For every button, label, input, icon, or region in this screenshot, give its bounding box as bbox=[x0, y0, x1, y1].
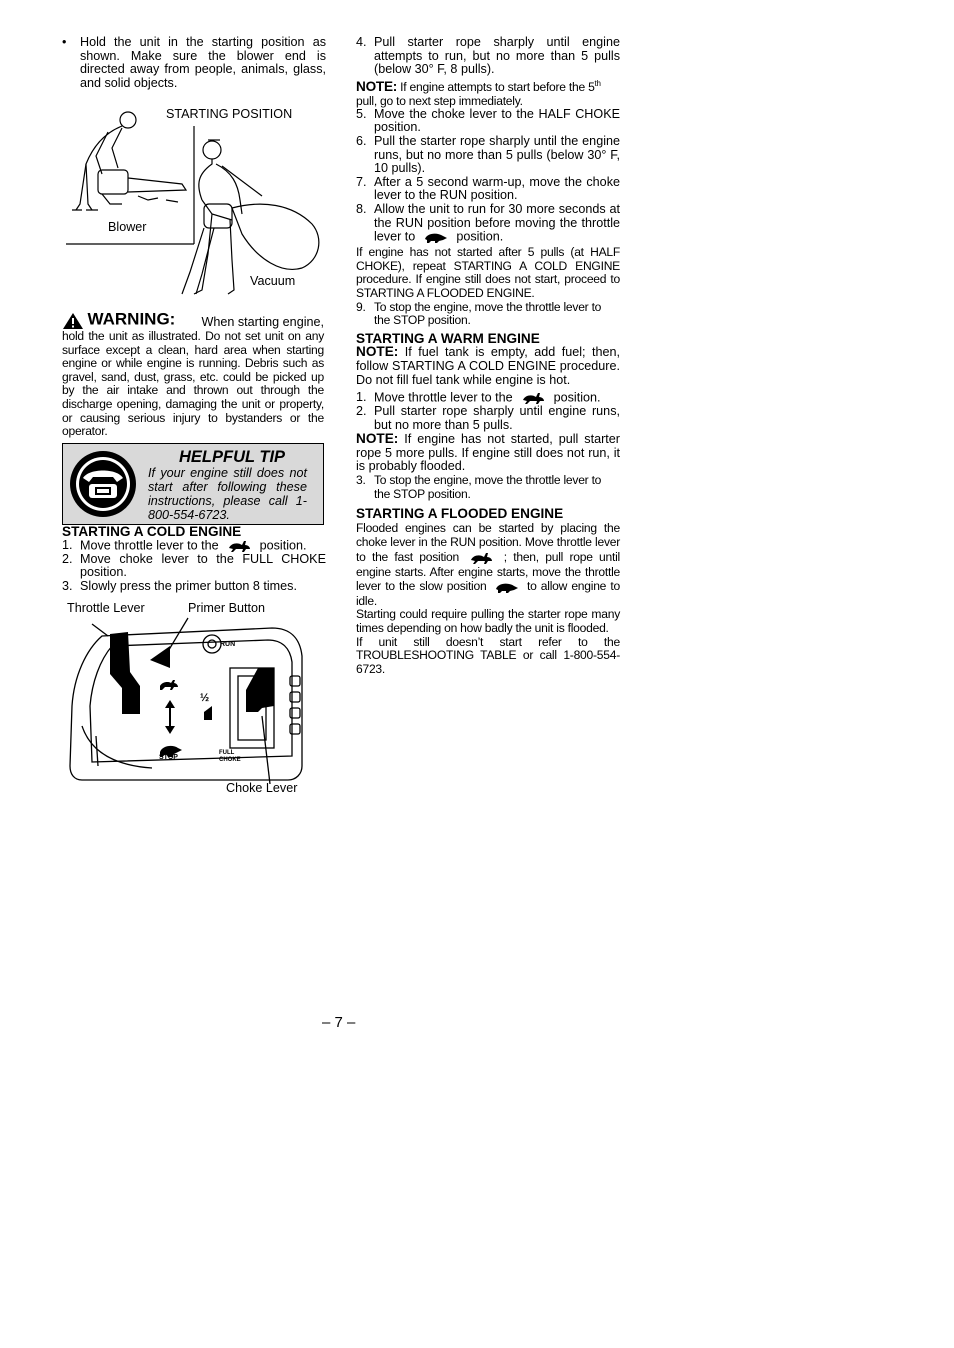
cold-step-4: 4. Pull starter rope sharply until engine attempts to run, but no more than 5 pulls (below 30° F, 8 pulls). bbox=[356, 35, 620, 77]
helpful-tip-title: HELPFUL TIP bbox=[179, 448, 286, 466]
warm-engine-heading: STARTING A WARM ENGINE bbox=[356, 330, 540, 346]
cold-engine-section bbox=[62, 525, 326, 593]
warning-text: hold the unit as illustrated. Do not set unit on any surface except a clean, hard area when starting engine or while engine is running. Debris such as gravel, sand, dust, grass, etc. could be picked up by the air intake and thrown out through the discharge opening, damaging the unit or property, or causing serious injury to bystanders or the operator. bbox=[62, 329, 324, 439]
mark-half-choke: ½ bbox=[200, 692, 210, 704]
right-column bbox=[356, 36, 620, 676]
warning-label: WARNING: bbox=[87, 309, 176, 329]
warm-note: NOTE: If fuel tank is empty, add fuel; then, follow STARTING A COLD ENGINE procedure. Do not fill fuel tank while engine is hot. bbox=[356, 344, 620, 387]
rabbit-fast-icon bbox=[226, 539, 252, 553]
cold-step-6: 6. Pull the starter rope sharply until the engine runs, but no more than 5 pulls (below 30° F, 10 pulls). bbox=[356, 134, 620, 176]
flooded-paragraph-1: Flooded engines can be started by placing the choke lever in the RUN position. Move throttle lever to the fast position ; then, pull rope until engine starts. After engine starts, move the throttle lever to the slow position to allow engine to idle. bbox=[356, 520, 620, 608]
warning-block bbox=[62, 309, 324, 439]
warning-lead: When starting engine, bbox=[201, 315, 324, 329]
flooded-paragraph-3: If unit still doesn’t start refer to the TROUBLESHOOTING TABLE or call 1-800-554-6723. bbox=[356, 634, 620, 676]
mark-stop: STOP bbox=[159, 754, 178, 761]
not-started-paragraph: If engine has not started after 5 pulls (at HALF CHOKE), repeat STARTING A COLD ENGINE procedure. If engine still does not start, proceed to STARTING A FLOODED ENGINE. bbox=[356, 245, 620, 300]
cold-step-3: 3. Slowly press the primer button 8 times. bbox=[62, 578, 297, 593]
cold-step-7: 7. After a 5 second warm-up, move the choke lever to the RUN position. bbox=[356, 174, 620, 203]
cold-step-2: 2. Move choke lever to the FULL CHOKE position. bbox=[62, 551, 326, 580]
note-attempts-start: NOTE: If engine attempts to start before the 5th pull, go to next step immediately. bbox=[356, 78, 601, 108]
rabbit-fast-icon bbox=[468, 551, 494, 565]
fig-label-vacuum: Vacuum bbox=[250, 274, 296, 288]
cold-engine-heading: STARTING A COLD ENGINE bbox=[62, 524, 242, 539]
turtle-slow-icon bbox=[494, 580, 520, 594]
fig-label-blower: Blower bbox=[108, 220, 147, 234]
cold-step-5: 5. Move the choke lever to the HALF CHOKE position. bbox=[356, 106, 620, 135]
warm-note-2: NOTE: If engine has not started, pull starter rope 5 more pulls. If engine still does not run, it is probably flooded. bbox=[356, 431, 620, 474]
helpful-tip-box bbox=[62, 443, 324, 525]
helpful-tip-text: If your engine still does not start after following these instructions, please call 1-800-554-6723. bbox=[148, 466, 307, 522]
cold-step-1: 1. Move throttle lever to the position. bbox=[62, 537, 307, 552]
warm-step-1: 1. Move throttle lever to the position. bbox=[356, 390, 601, 405]
page-number: – 7 – bbox=[322, 1014, 356, 1031]
mark-full-choke: FULL CHOKE bbox=[219, 750, 241, 763]
telephone-icon bbox=[69, 450, 137, 518]
fig-label-choke-lever: Choke Lever bbox=[226, 781, 298, 795]
fig-label-throttle-lever: Throttle Lever bbox=[67, 601, 145, 615]
mark-run: RUN bbox=[220, 641, 236, 648]
flooded-engine-heading: STARTING A FLOODED ENGINE bbox=[356, 506, 564, 522]
cold-step-8: 8. Allow the unit to run for 30 more seconds at the RUN position before moving the throttle lever to position. bbox=[356, 201, 620, 244]
starting-position-bullet: • Hold the unit in the starting position as shown. Make sure the blower end is directed away from people, animals, glass, and solid objects. bbox=[62, 36, 326, 90]
rabbit-fast-icon bbox=[520, 391, 546, 405]
left-column bbox=[62, 36, 326, 90]
warning-triangle-icon bbox=[62, 312, 84, 330]
fig-label-primer-button: Primer Button bbox=[188, 601, 265, 615]
warm-step-2: 2. Pull starter rope sharply until engine runs, but no more than 5 pulls. bbox=[356, 404, 620, 432]
warm-step-3: 3. To stop the engine, move the throttle lever to the STOP position. bbox=[356, 473, 602, 501]
fig-starting-position-title: STARTING POSITION bbox=[166, 107, 293, 121]
flooded-paragraph-2: Starting could require pulling the starter rope many times depending on how badly the unit is flooded. bbox=[356, 607, 620, 636]
controls-diagram bbox=[62, 616, 322, 784]
cold-step-9: 9. To stop the engine, move the throttle lever to the STOP position. bbox=[356, 299, 602, 328]
turtle-slow-icon bbox=[423, 230, 449, 244]
